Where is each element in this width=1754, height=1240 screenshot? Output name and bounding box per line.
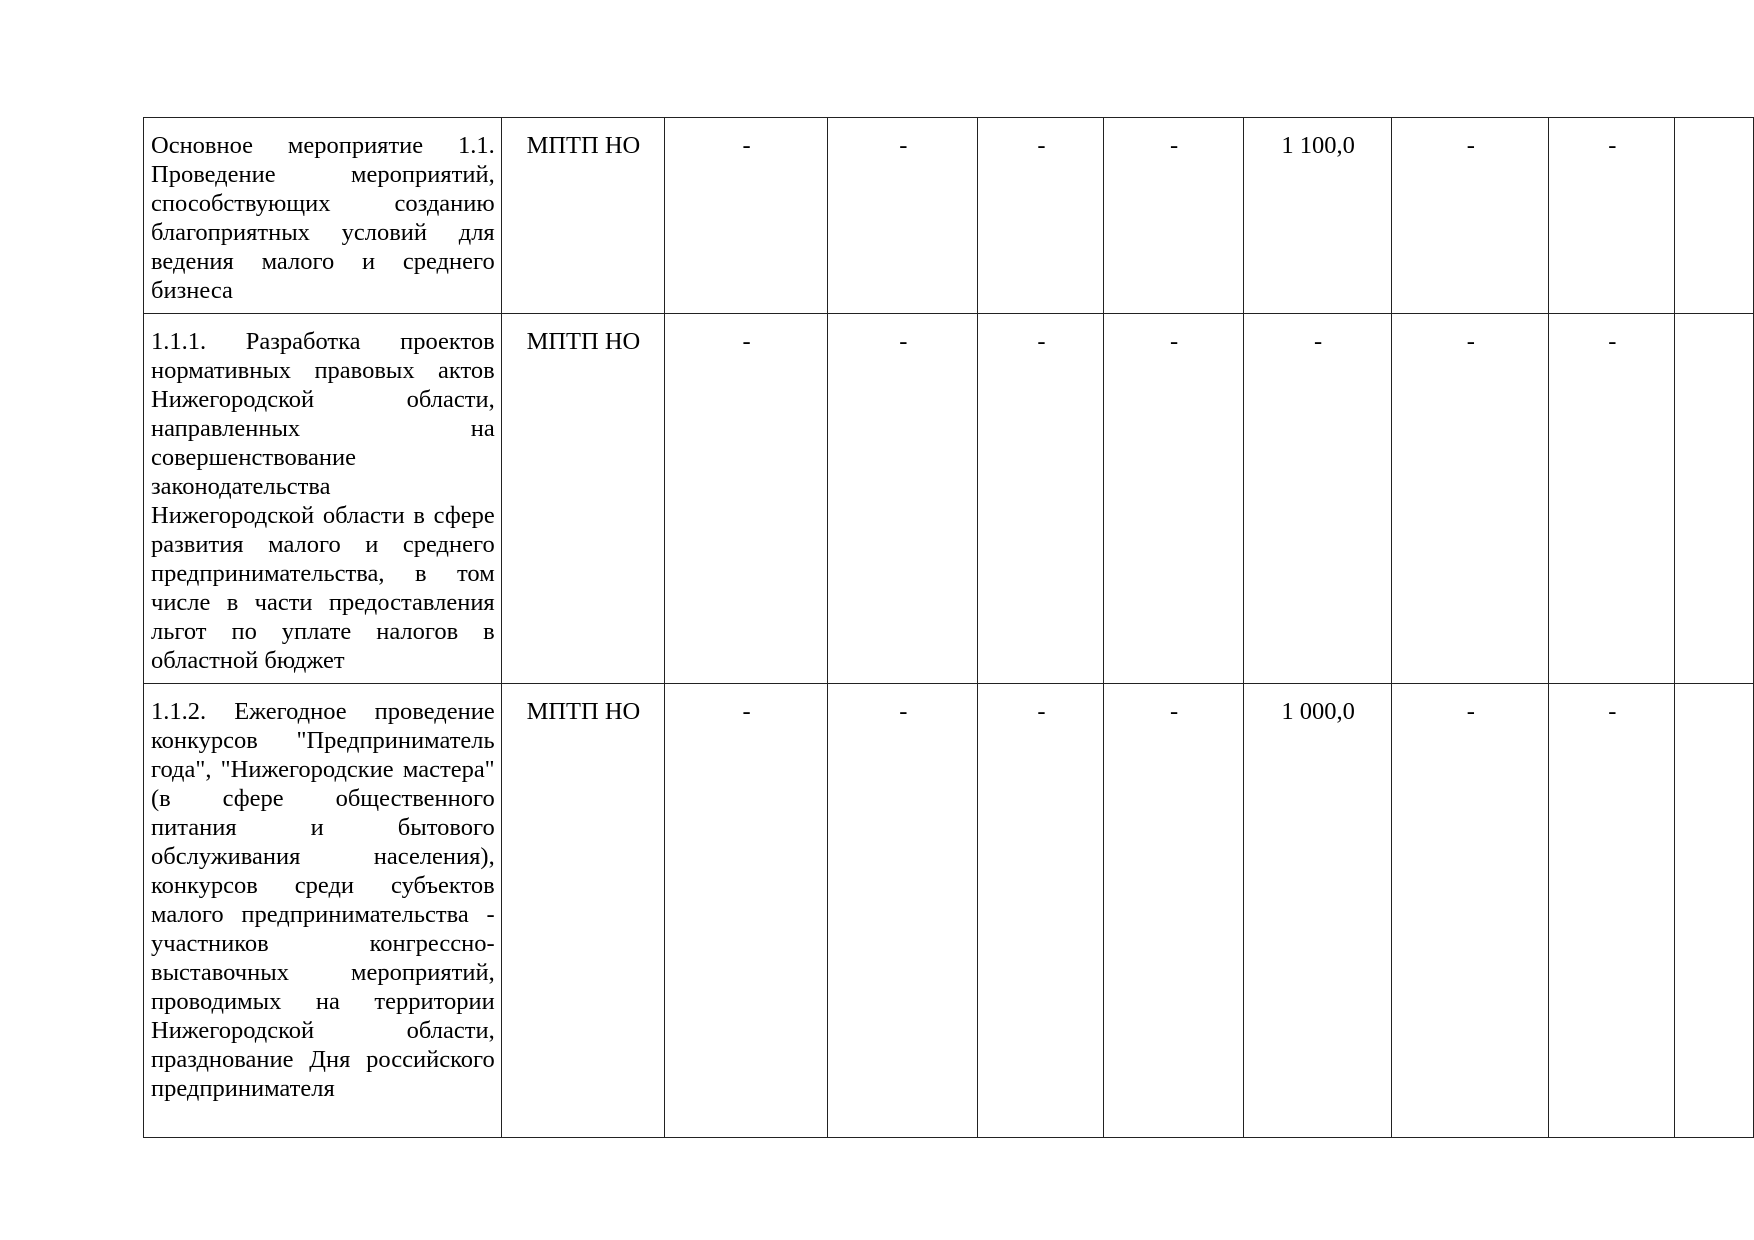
value-cell: - [1392,118,1549,314]
value-cell: - [1104,684,1244,1138]
value-cell: - [828,684,978,1138]
value-cell: - [1549,314,1675,684]
value-cell: - [1392,684,1549,1138]
value-cell: - [665,684,828,1138]
program-activities-table [143,117,1754,1138]
value-cell: - [978,314,1104,684]
executor-cell: МПТП НО [501,684,664,1138]
value-cell [1675,684,1754,1138]
value-cell: - [1104,314,1244,684]
value-cell: - [665,314,828,684]
value-cell: - [1549,118,1675,314]
value-cell [1675,314,1754,684]
value-cell: - [1549,684,1675,1138]
executor-cell: МПТП НО [501,118,664,314]
activity-description: 1.1.1. Разработка проектов нормативных правовых актов Нижегородской области, направленных на совершенствование законодательства Нижегородской области в сфере развития малого и среднего предпринимательства, в том числе в части предоставления льгот по уплате налогов в областной бюджет [144,314,502,684]
value-cell: - [1392,314,1549,684]
value-cell: - [1104,118,1244,314]
activity-description: 1.1.2. Ежегодное проведение конкурсов "Предприниматель года", "Нижегородские мастера" (в сфере общественного питания и бытового обслуживания населения), конкурсов среди субъектов малого предпринимательства - участников конгрессно-выставочных мероприятий, проводимых на территории Нижегородской области, празднование Дня российского предпринимателя [144,684,502,1138]
value-cell: - [665,118,828,314]
table-row [144,118,1754,314]
activity-description: Основное мероприятие 1.1. Проведение мероприятий, способствующих созданию благоприятных условий для ведения малого и среднего бизнеса [144,118,502,314]
value-cell: - [1243,314,1391,684]
table-row [144,684,1754,1138]
value-cell: - [828,118,978,314]
value-cell [1675,118,1754,314]
table-row [144,314,1754,684]
executor-cell: МПТП НО [501,314,664,684]
value-cell: - [828,314,978,684]
value-cell: 1 100,0 [1243,118,1391,314]
value-cell: - [978,118,1104,314]
value-cell: 1 000,0 [1243,684,1391,1138]
value-cell: - [978,684,1104,1138]
